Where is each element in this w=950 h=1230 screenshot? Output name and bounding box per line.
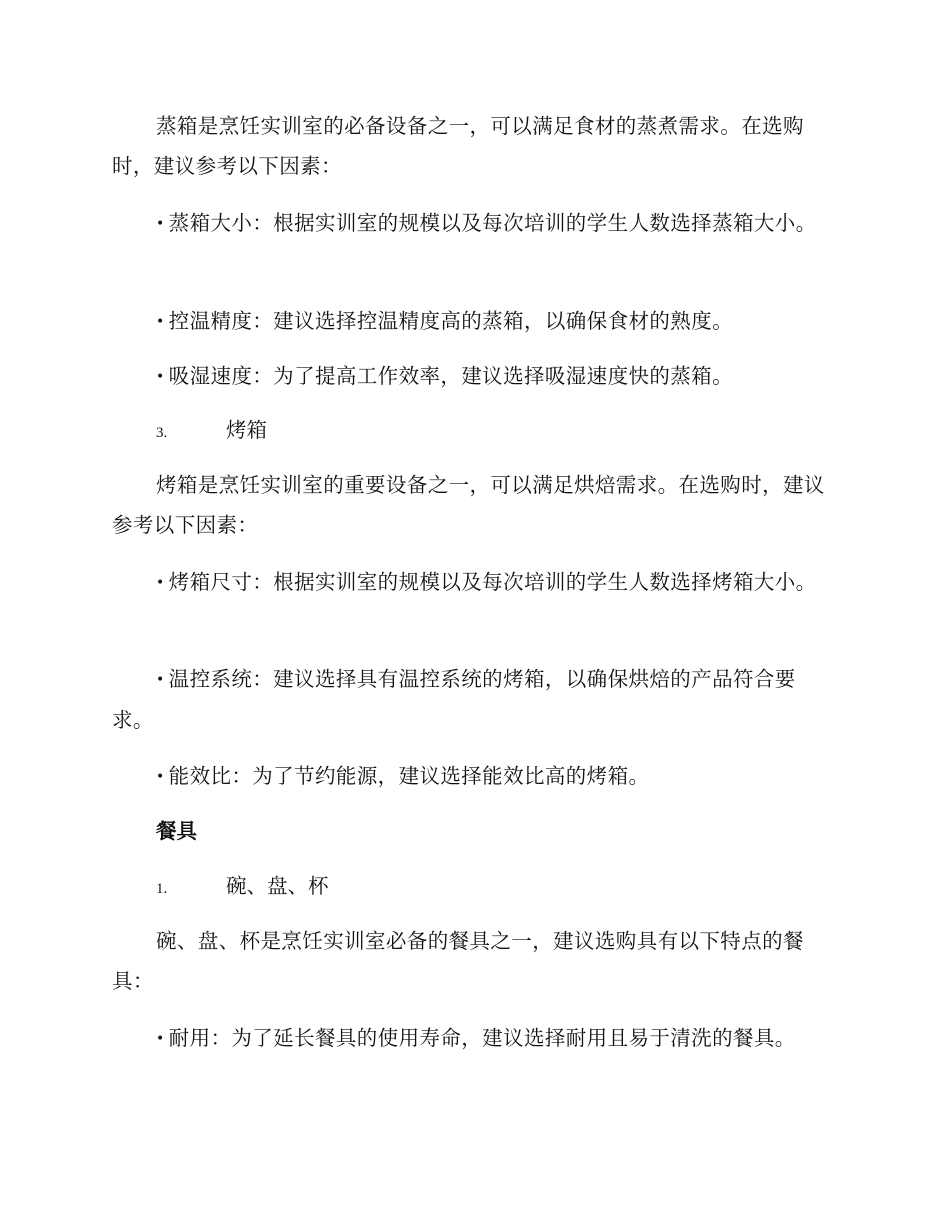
bowls-bullet-durable xyxy=(112,1018,832,1059)
section-title-text: 烤箱 xyxy=(226,418,267,442)
steamer-bullet-humidity xyxy=(112,356,832,397)
steamer-intro-paragraph: 蒸箱是烹饪实训室的必备设备之一，可以满足食材的蒸煮需求。在选购时，建议参考以下因素： xyxy=(112,114,804,178)
tableware-heading: 餐具 xyxy=(156,819,197,843)
steamer-bullet-size xyxy=(112,203,832,244)
bullet-text: 温控系统：建议选择具有温控系统的烤箱，以确保烘焙的产品符合要求。 xyxy=(112,667,796,732)
bullet-dot-icon: • xyxy=(156,314,165,330)
section-number: 3. xyxy=(156,425,168,441)
bowls-intro-paragraph: 碗、盘、杯是烹饪实训室必备的餐具之一，建议选购具有以下特点的餐具： xyxy=(112,929,804,993)
bullet-text: 耐用：为了延长餐具的使用寿命，建议选择耐用且易于清洗的餐具。 xyxy=(168,1026,796,1050)
bullet-text: 能效比：为了节约能源，建议选择能效比高的烤箱。 xyxy=(168,764,650,788)
bullet-dot-icon: • xyxy=(156,769,165,785)
bullet-text: 控温精度：建议选择控温精度高的蒸箱，以确保食材的熟度。 xyxy=(168,309,733,333)
oven-bullet-temperature-control xyxy=(112,659,832,740)
bullet-text: 烤箱尺寸：根据实训室的规模以及每次培训的学生人数选择烤箱大小。 xyxy=(168,570,817,594)
oven-bullet-efficiency xyxy=(112,756,832,797)
bullet-dot-icon: • xyxy=(156,1031,165,1047)
steamer-bullet-temperature xyxy=(112,301,832,342)
bullet-dot-icon: • xyxy=(156,216,165,232)
bullet-dot-icon: • xyxy=(156,575,165,591)
oven-bullet-size xyxy=(112,562,832,603)
bullet-dot-icon: • xyxy=(156,369,165,385)
bullet-text: 蒸箱大小：根据实训室的规模以及每次培训的学生人数选择蒸箱大小。 xyxy=(168,211,817,235)
section-number: 1. xyxy=(156,881,168,897)
bullet-dot-icon: • xyxy=(156,672,165,688)
bowls-section-title xyxy=(156,866,329,909)
oven-section-title xyxy=(156,410,267,453)
oven-intro-paragraph: 烤箱是烹饪实训室的重要设备之一，可以满足烘焙需求。在选购时，建议参考以下因素： xyxy=(112,473,825,537)
section-title-text: 碗、盘、杯 xyxy=(226,874,329,898)
bullet-text: 吸湿速度：为了提高工作效率，建议选择吸湿速度快的蒸箱。 xyxy=(168,364,733,388)
